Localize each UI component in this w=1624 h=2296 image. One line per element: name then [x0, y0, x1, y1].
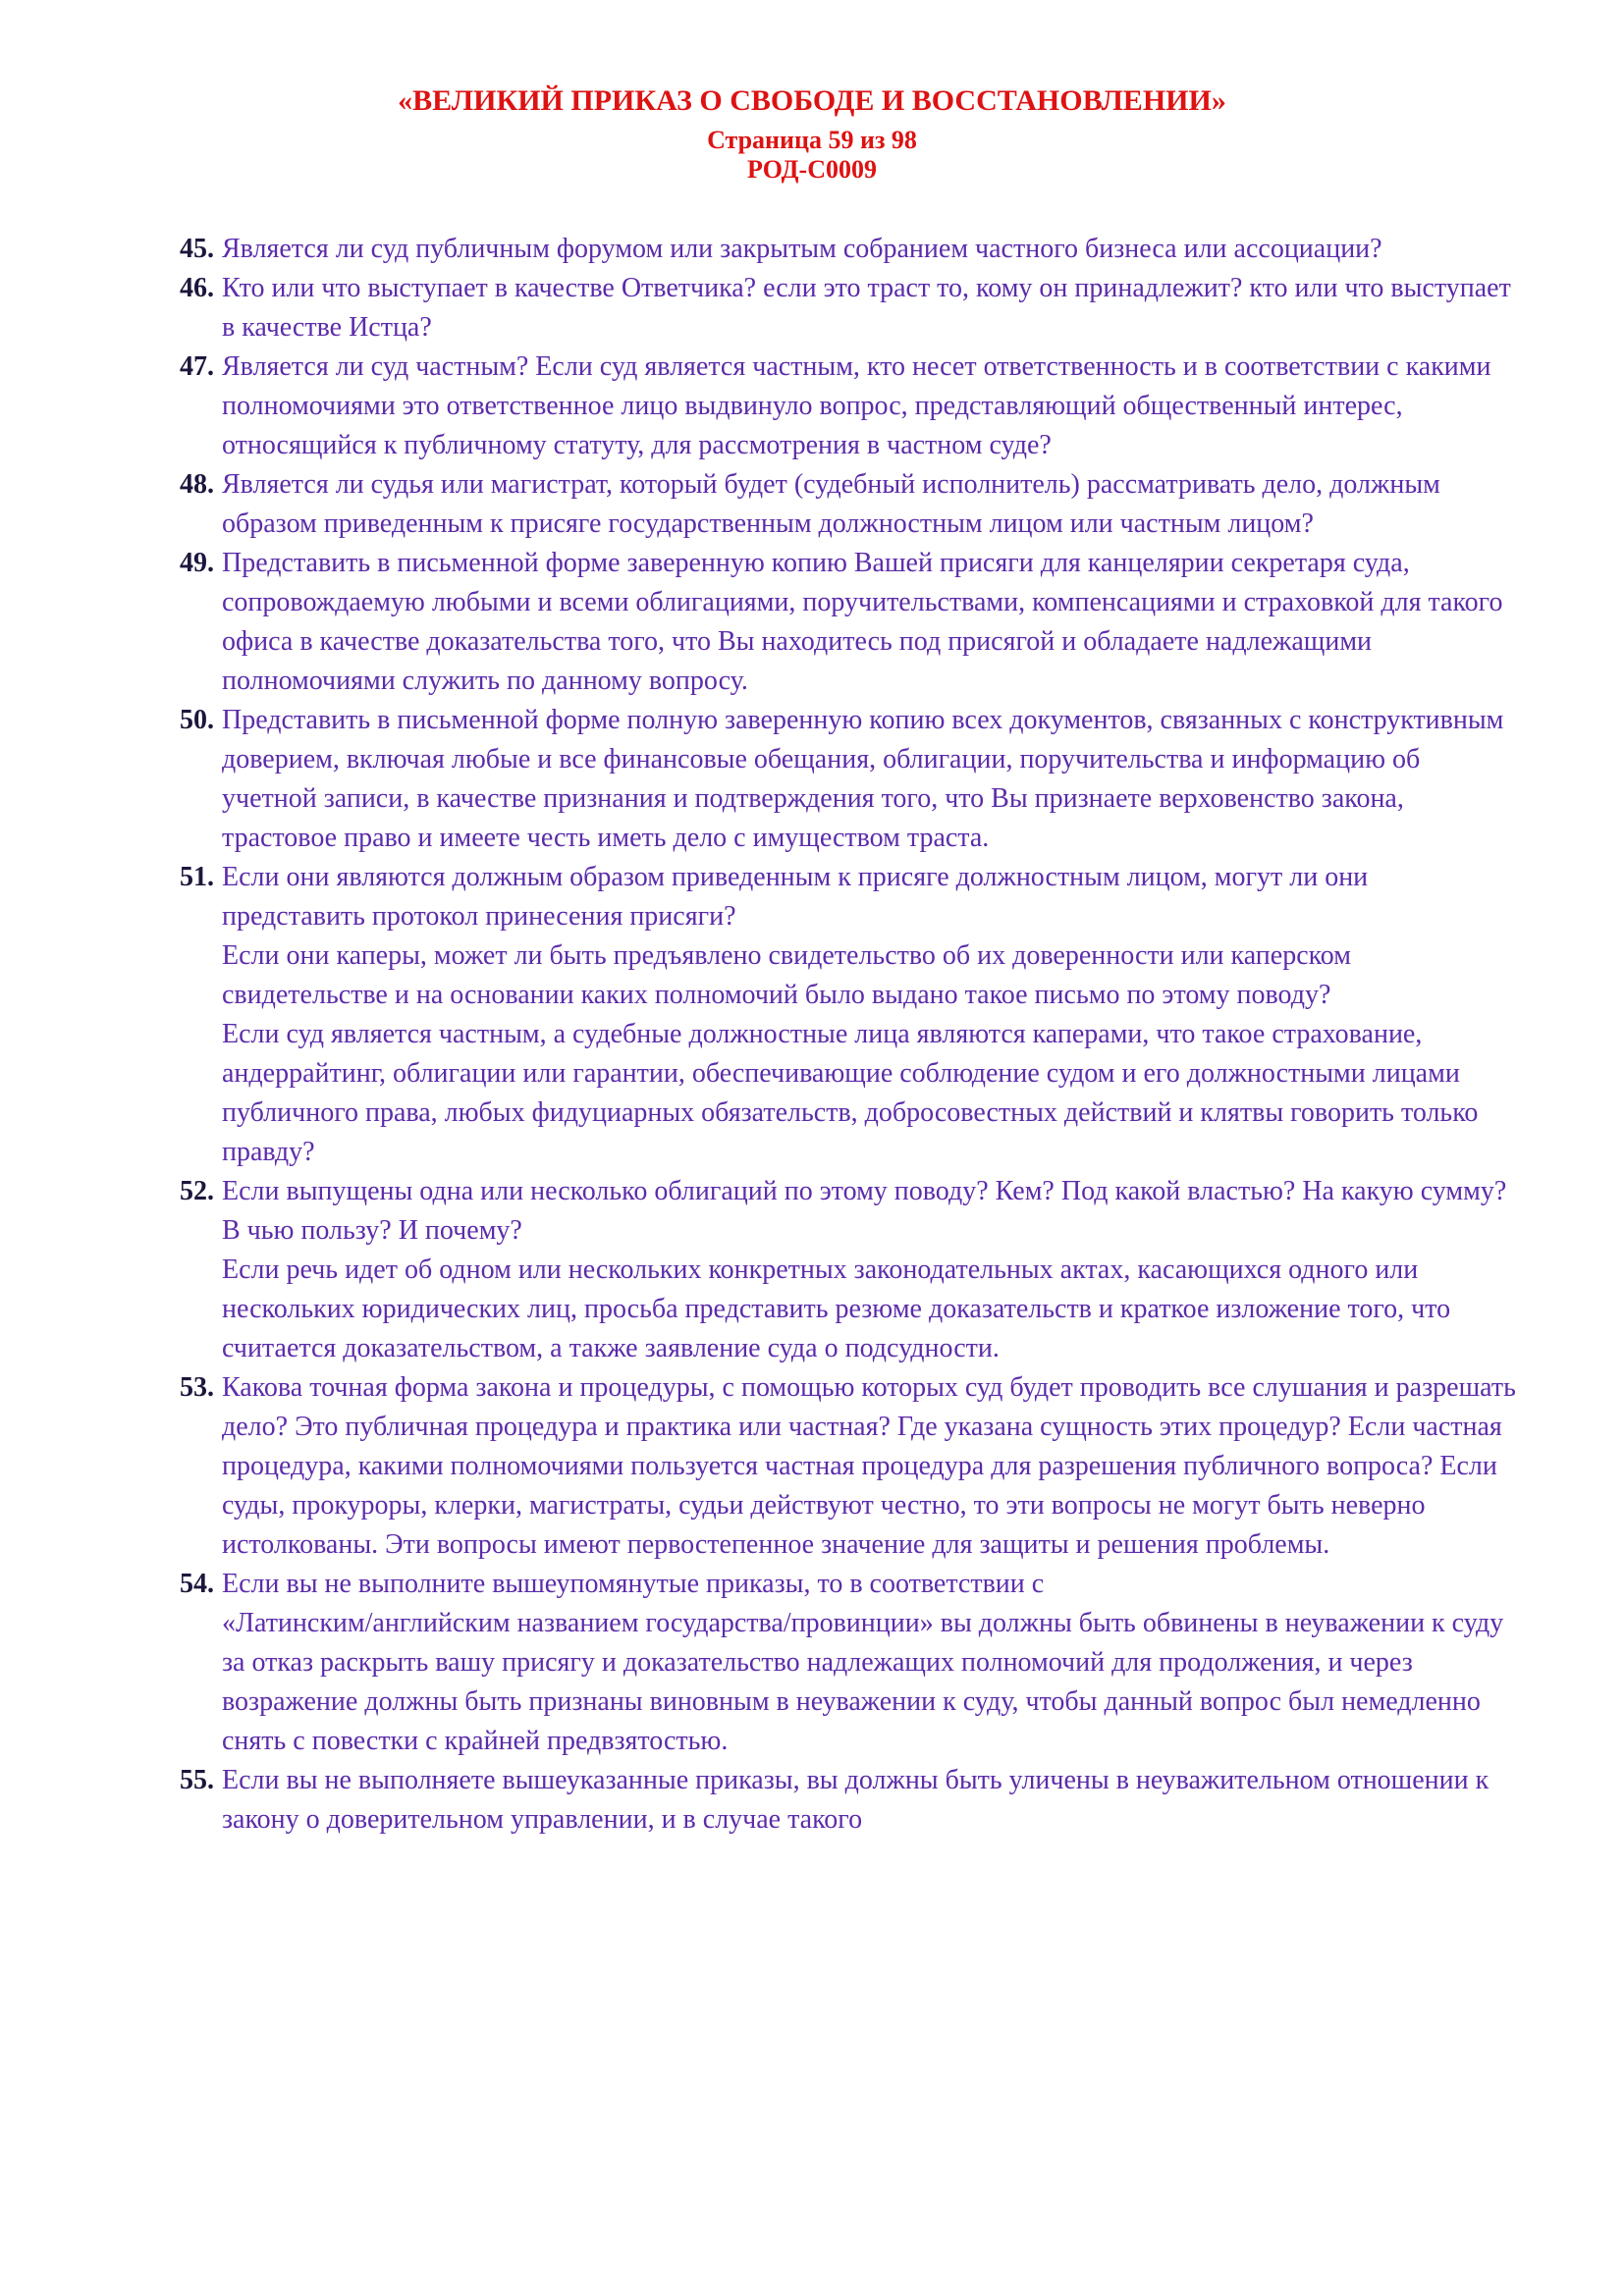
item-number: 55.	[180, 1765, 214, 1795]
list-item-45	[180, 230, 1516, 269]
item-number: 53.	[180, 1372, 214, 1403]
list-item-46	[180, 269, 1516, 347]
item-body	[222, 1565, 1516, 1761]
document-header	[0, 0, 1624, 185]
item-body	[222, 1172, 1516, 1368]
document-title: «ВЕЛИКИЙ ПРИКАЗ О СВОБОДЕ И ВОССТАНОВЛЕНИИ»	[398, 84, 1226, 117]
list-item-52	[180, 1172, 1516, 1368]
item-paragraph: Если они каперы, может ли быть предъявлено свидетельство об их доверенности или каперском свидетельстве и на основании каких полномочий было выдано такое письмо по этому поводу?	[222, 940, 1351, 1010]
item-paragraph: Какова точная форма закона и процедуры, с помощью которых суд будет проводить все слушания и разрешать дело? Это публичная процедура и практика или частная? Где указана сущность этих процедур? Если частная процедура, какими полномочиями пользуется частная процедура для разрешения публичного вопроса? Если суды, прокуроры, клерки, магистраты, судьи действуют честно, то эти вопросы не могут быть неверно истолкованы. Эти вопросы имеют первостепенное значение для защиты и решения проблемы.	[222, 1372, 1516, 1560]
item-body	[222, 269, 1516, 347]
page-indicator: Страница 59 из 98	[707, 126, 917, 154]
item-number: 48.	[180, 469, 214, 500]
item-body	[222, 858, 1516, 1172]
list-item-54	[180, 1565, 1516, 1761]
item-paragraph: Если они являются должным образом приведенным к присяге должностным лицом, могут ли они представить протокол принесения присяги?	[222, 862, 1369, 932]
item-body	[222, 465, 1516, 544]
item-body	[222, 1761, 1516, 1840]
item-body	[222, 347, 1516, 465]
list-item-55	[180, 1761, 1516, 1840]
question-list	[180, 230, 1516, 1840]
item-body	[222, 1368, 1516, 1565]
list-item-50	[180, 701, 1516, 858]
item-paragraph: «Латинским/английским названием государства/провинции» вы должны быть обвинены в неуважении к суду за отказ раскрыть вашу присягу и доказательство надлежащих полномочий для продолжения, и через возражение должны быть признаны виновным в неуважении к суду, чтобы данный вопрос был немедленно снять с повестки с крайней предвзятостью.	[222, 1608, 1504, 1756]
list-item-48	[180, 465, 1516, 544]
item-number: 52.	[180, 1176, 214, 1206]
item-number: 47.	[180, 351, 214, 382]
item-paragraph: Представить в письменной форме полную заверенную копию всех документов, связанных с конструктивным доверием, включая любые и все финансовые обещания, облигации, поручительства и информацию об учетной записи, в качестве признания и подтверждения того, что Вы признаете верховенство закона, трастовое право и имеете честь иметь дело с имуществом траста.	[222, 705, 1504, 853]
list-item-47	[180, 347, 1516, 465]
item-body	[222, 701, 1516, 858]
item-paragraph: Является ли суд публичным форумом или закрытым собранием частного бизнеса или ассоциации?	[222, 234, 1382, 264]
item-paragraph: Если речь идет об одном или нескольких конкретных законодательных актах, касающихся одного или нескольких юридических лиц, просьба представить резюме доказательств и краткое изложение того, что считается доказательством, а также заявление суда о подсудности.	[222, 1255, 1451, 1363]
item-body	[222, 544, 1516, 701]
item-paragraph: Является ли судья или магистрат, который будет (судебный исполнитель) рассматривать дело, должным образом приведенным к присяге государственным должностным лицом или частным лицом?	[222, 469, 1440, 539]
item-number: 54.	[180, 1569, 214, 1599]
list-item-49	[180, 544, 1516, 701]
document-code: РОД-С0009	[747, 155, 877, 184]
item-number: 45.	[180, 234, 214, 264]
item-number: 46.	[180, 273, 214, 303]
item-paragraph: Является ли суд частным? Если суд является частным, кто несет ответственность и в соответствии с какими полномочиями это ответственное лицо выдвинуло вопрос, представляющий общественный интерес, относящийся к публичному статуту, для рассмотрения в частном суде?	[222, 351, 1491, 460]
item-number: 50.	[180, 705, 214, 735]
list-item-53	[180, 1368, 1516, 1565]
item-paragraph: Если суд является частным, а судебные должностные лица являются каперами, что такое страхование, андеррайтинг, облигации или гарантии, обеспечивающие соблюдение судом и его должностными лицами публичного права, любых фидуциарных обязательств, добросовестных действий и клятвы говорить только правду?	[222, 1019, 1479, 1167]
item-paragraph: Если выпущены одна или несколько облигаций по этому поводу? Кем? Под какой властью? На какую сумму? В чью пользу? И почему?	[222, 1176, 1507, 1246]
item-paragraph: Если вы не выполняете вышеуказанные приказы, вы должны быть уличены в неуважительном отношении к закону о доверительном управлении, и в случае такого	[222, 1765, 1489, 1835]
item-number: 49.	[180, 548, 214, 578]
list-item-51	[180, 858, 1516, 1172]
item-paragraph: Представить в письменной форме заверенную копию Вашей присяги для канцелярии секретаря суда, сопровождаемую любыми и всеми облигациями, поручительствами, компенсациями и страховкой для такого офиса в качестве доказательства того, что Вы находитесь под присягой и обладаете надлежащими полномочиями служить по данному вопросу.	[222, 548, 1503, 696]
item-body	[222, 230, 1516, 269]
item-number: 51.	[180, 862, 214, 892]
item-paragraph: Кто или что выступает в качестве Ответчика? если это траст то, кому он принадлежит? кто или что выступает в качестве Истца?	[222, 273, 1511, 343]
item-paragraph: Если вы не выполните вышеупомянутые приказы, то в соответствии с	[222, 1569, 1045, 1599]
